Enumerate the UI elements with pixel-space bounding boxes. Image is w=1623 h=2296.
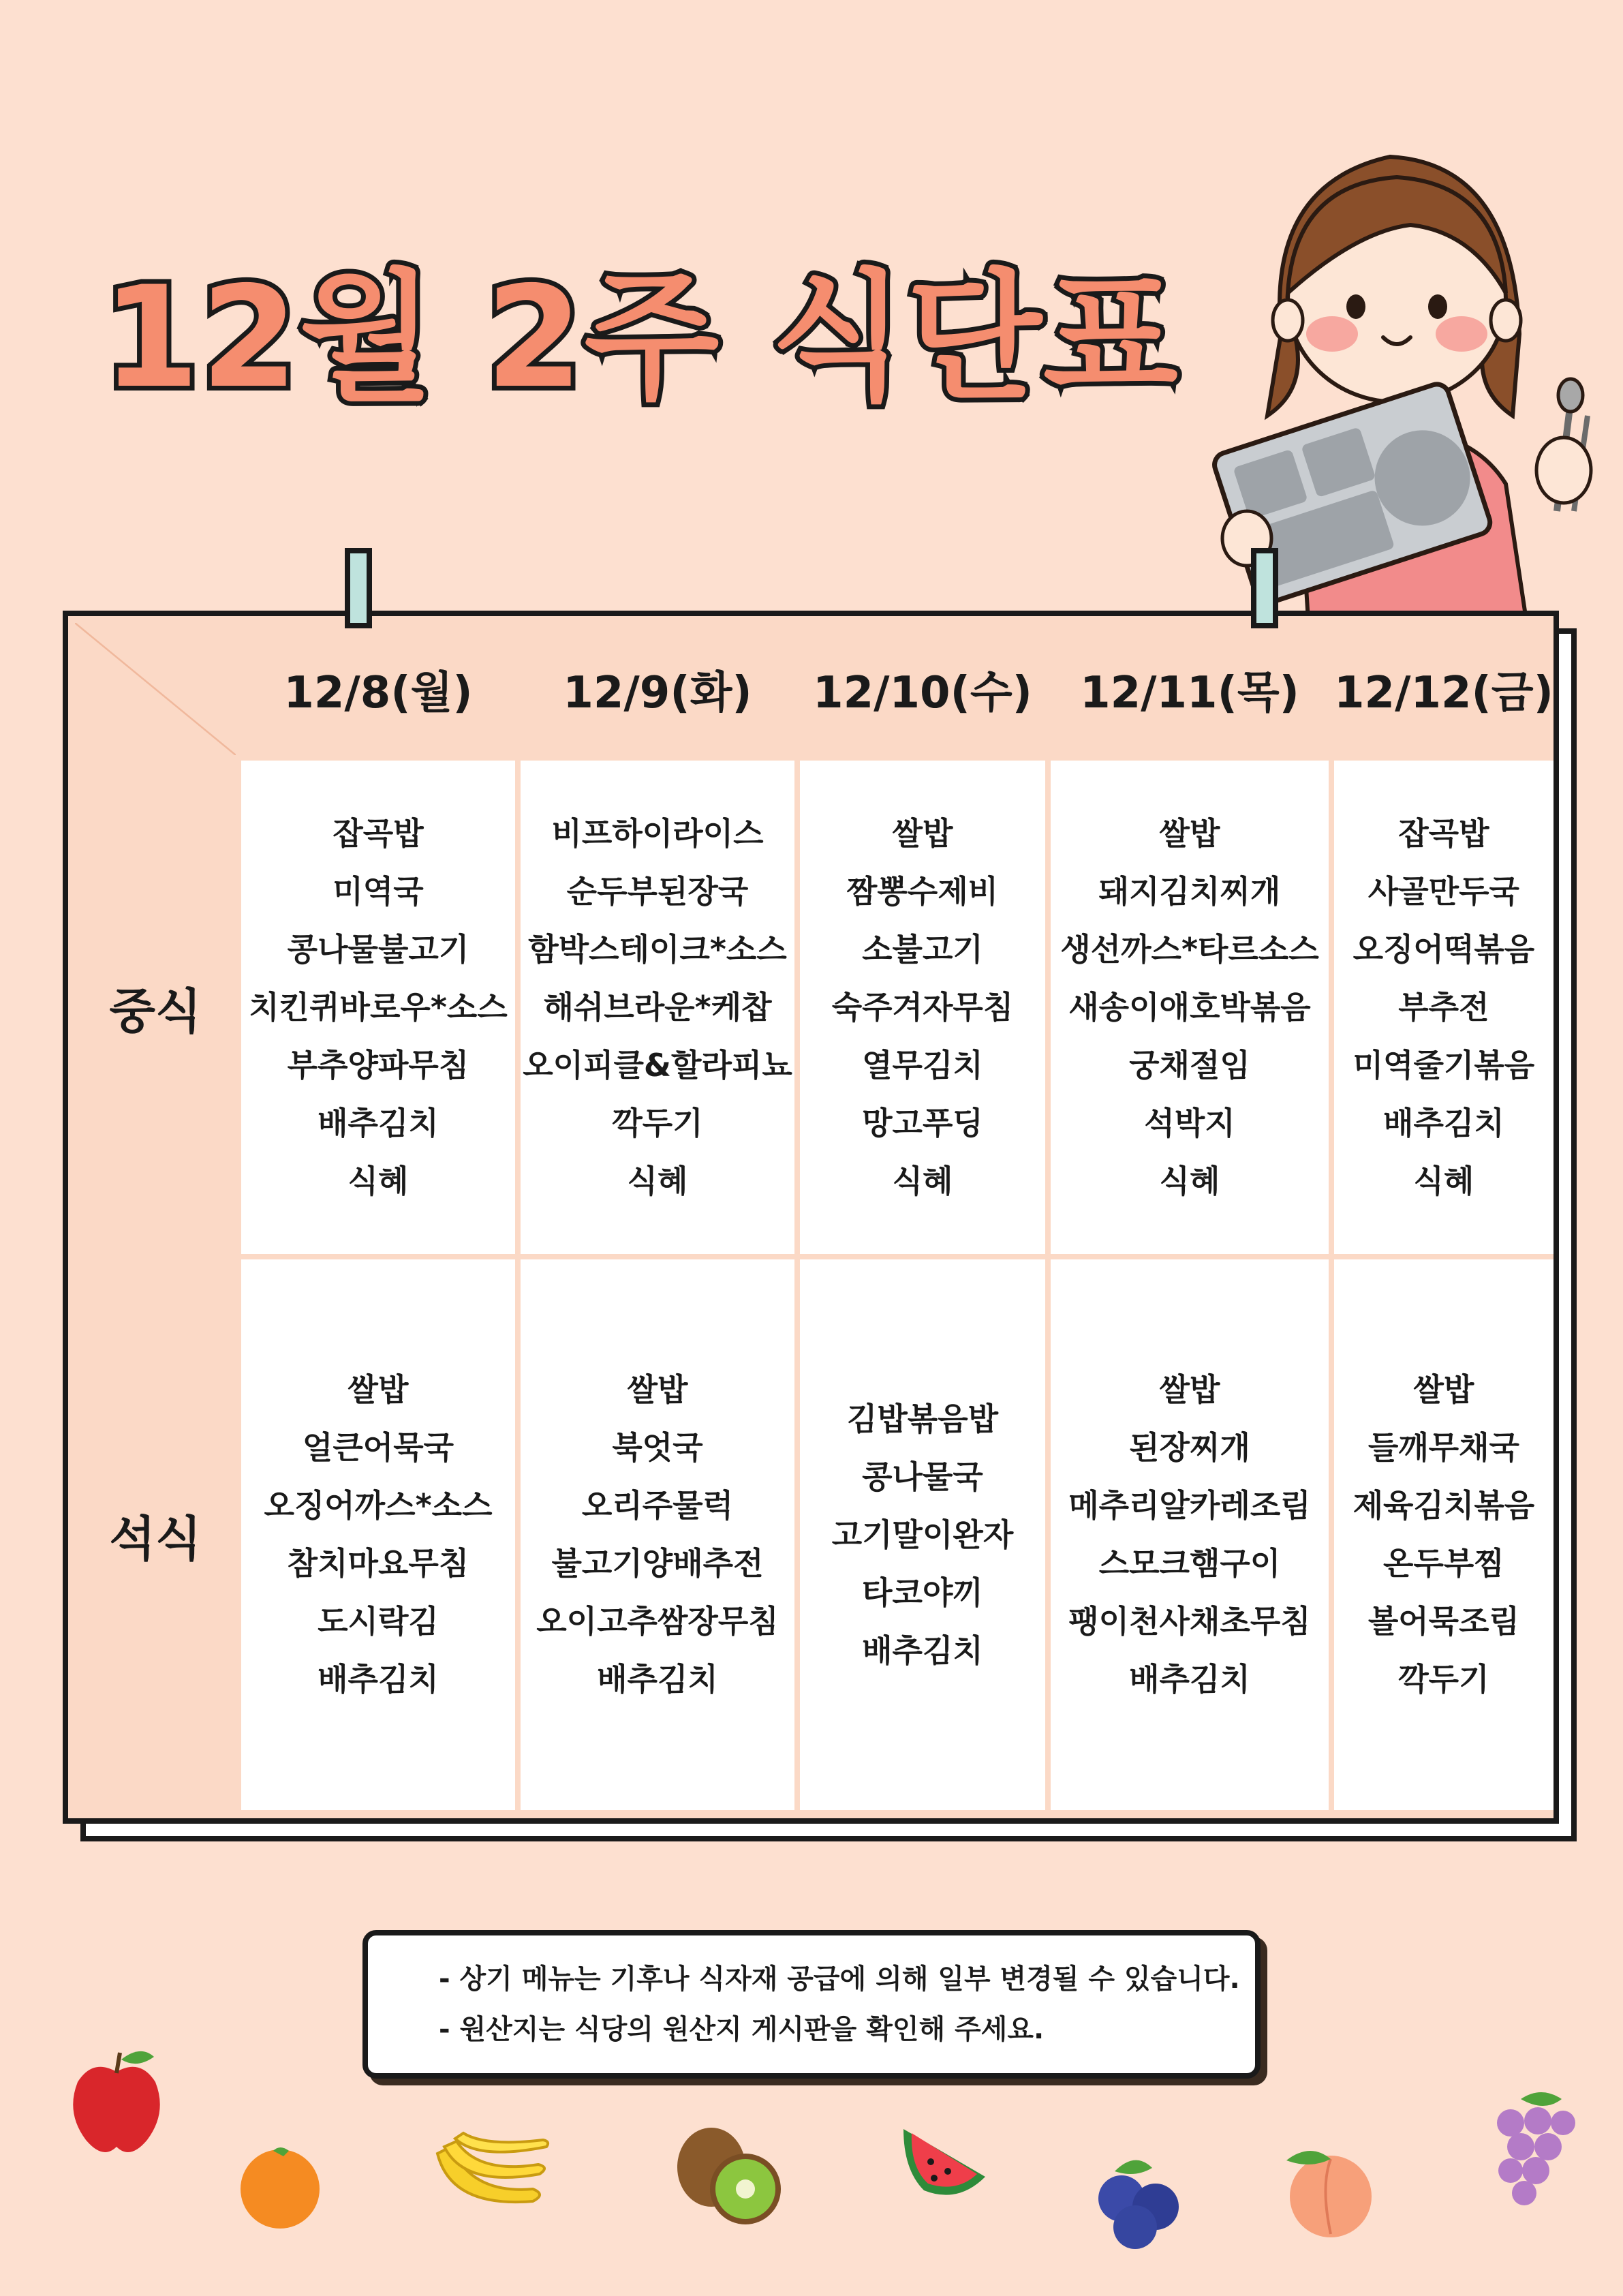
dish: 제육김치볶음 bbox=[1352, 1487, 1535, 1524]
dish: 식혜 bbox=[1413, 1162, 1474, 1199]
dish-list bbox=[832, 805, 1014, 1210]
menu-grid bbox=[68, 616, 1554, 1818]
dish: 오징어떡볶음 bbox=[1352, 930, 1535, 968]
dish: 팽이천사채초무침 bbox=[1068, 1603, 1311, 1640]
dish: 들깨무채국 bbox=[1367, 1429, 1519, 1466]
banana-icon bbox=[431, 2126, 553, 2222]
dish: 순두부된장국 bbox=[566, 872, 749, 910]
dish: 쌀밥 bbox=[627, 1371, 688, 1408]
dish-list bbox=[536, 1361, 779, 1709]
watermelon-icon bbox=[897, 2109, 992, 2204]
dish: 잡곡밥 bbox=[1398, 814, 1489, 852]
notice-line: - 원산지는 식당의 원산지 게시판을 확인해 주세요. bbox=[439, 2014, 1045, 2045]
corner-cell bbox=[75, 623, 236, 755]
dish-list bbox=[1353, 805, 1535, 1210]
dish: 쌀밥 bbox=[347, 1371, 409, 1408]
dish: 소불고기 bbox=[862, 930, 983, 968]
dish: 잡곡밥 bbox=[333, 814, 424, 852]
notice-line: - 상기 메뉴는 기후나 식자재 공급에 의해 일부 변경될 수 있습니다. bbox=[439, 1963, 1240, 1995]
dish: 식혜 bbox=[892, 1162, 953, 1199]
dish: 숙주겨자무침 bbox=[831, 988, 1014, 1026]
menu-cell bbox=[800, 1259, 1045, 1810]
dish: 짬뽕수제비 bbox=[846, 872, 999, 910]
dish-list bbox=[249, 805, 508, 1210]
dish: 부추전 bbox=[1398, 988, 1489, 1026]
menu-cell bbox=[241, 761, 515, 1254]
dish: 사골만두국 bbox=[1367, 872, 1519, 910]
dish: 된장찌개 bbox=[1129, 1429, 1250, 1466]
day-header: 12/11(목) bbox=[1051, 623, 1329, 755]
menu-cell bbox=[1334, 1259, 1554, 1810]
dish: 쌀밥 bbox=[1413, 1371, 1474, 1408]
menu-cell bbox=[521, 1259, 794, 1810]
dish: 배추김치 bbox=[318, 1104, 439, 1142]
menu-cell bbox=[241, 1259, 515, 1810]
blueberry-icon bbox=[1087, 2151, 1190, 2253]
dish: 볼어묵조림 bbox=[1367, 1603, 1519, 1640]
dish: 배추김치 bbox=[318, 1661, 439, 1698]
dish: 치킨퀴바로우*소스 bbox=[249, 988, 508, 1026]
dish: 콩나물국 bbox=[862, 1458, 983, 1495]
meal-label-lunch: 중식 bbox=[75, 761, 236, 1254]
dish: 함박스테이크*소스 bbox=[528, 930, 787, 968]
dish: 고기말이완자 bbox=[831, 1516, 1014, 1553]
dish: 스모크햄구이 bbox=[1098, 1545, 1281, 1582]
dish: 쌀밥 bbox=[1159, 814, 1220, 852]
dish: 배추김치 bbox=[862, 1632, 983, 1669]
dish: 참치마요무침 bbox=[287, 1545, 469, 1582]
dish: 오이피클&할라피뇨 bbox=[523, 1046, 792, 1084]
dish: 콩나물불고기 bbox=[287, 930, 469, 968]
day-header: 12/10(수) bbox=[800, 623, 1045, 755]
dish: 돼지김치찌개 bbox=[1098, 872, 1281, 910]
dish: 새송이애호박볶음 bbox=[1068, 988, 1311, 1026]
dish: 비프하이라이스 bbox=[551, 814, 764, 852]
dish: 식혜 bbox=[347, 1162, 409, 1199]
dish: 메추리알카레조림 bbox=[1068, 1487, 1311, 1524]
dish: 깍두기 bbox=[1398, 1661, 1489, 1698]
dish: 배추김치 bbox=[597, 1661, 718, 1698]
dish: 식혜 bbox=[627, 1162, 688, 1199]
menu-cell bbox=[1051, 761, 1329, 1254]
meal-label-dinner: 석식 bbox=[75, 1259, 236, 1810]
dish: 미역줄기볶음 bbox=[1352, 1046, 1535, 1084]
menu-cell bbox=[521, 761, 794, 1254]
notice-box bbox=[362, 1930, 1261, 2079]
left-pin bbox=[345, 548, 372, 628]
dish-list bbox=[1068, 1361, 1311, 1709]
page-title: 12월 2주 식단표 bbox=[102, 257, 1179, 419]
menu-cell bbox=[1051, 1259, 1329, 1810]
right-pin bbox=[1251, 548, 1278, 628]
dish: 부추양파무침 bbox=[287, 1046, 469, 1084]
girl-with-tray-illustration bbox=[1186, 129, 1608, 620]
dish-list bbox=[832, 1390, 1014, 1680]
day-header: 12/9(화) bbox=[521, 623, 794, 755]
dish: 열무김치 bbox=[862, 1046, 983, 1084]
peach-icon bbox=[1273, 2139, 1382, 2241]
dish: 북엇국 bbox=[612, 1429, 703, 1466]
dish: 온두부찜 bbox=[1383, 1545, 1504, 1582]
menu-cell bbox=[800, 761, 1045, 1254]
day-header: 12/8(월) bbox=[241, 623, 515, 755]
dish-list bbox=[523, 805, 792, 1210]
menu-cell bbox=[1334, 761, 1554, 1254]
dish: 배추김치 bbox=[1383, 1104, 1504, 1142]
dish: 해쉬브라운*케찹 bbox=[543, 988, 772, 1026]
dish: 쌀밥 bbox=[1159, 1371, 1220, 1408]
kiwi-icon bbox=[670, 2126, 786, 2229]
dish-list bbox=[264, 1361, 492, 1709]
dish: 김밥볶음밥 bbox=[846, 1400, 999, 1437]
menu-board bbox=[63, 611, 1559, 1824]
apple-icon bbox=[65, 2045, 168, 2160]
dish: 타코야끼 bbox=[862, 1574, 983, 1611]
dish: 미역국 bbox=[333, 872, 424, 910]
dish: 석박지 bbox=[1144, 1104, 1235, 1142]
day-header: 12/12(금) bbox=[1334, 623, 1554, 755]
dish: 깍두기 bbox=[612, 1104, 703, 1142]
dish: 식혜 bbox=[1159, 1162, 1220, 1199]
grape-icon bbox=[1480, 2085, 1582, 2208]
dish-list bbox=[1060, 805, 1319, 1210]
orange-icon bbox=[236, 2140, 324, 2232]
dish-list bbox=[1353, 1361, 1535, 1709]
dish: 불고기양배추전 bbox=[551, 1545, 764, 1582]
dish: 오리주물럭 bbox=[581, 1487, 734, 1524]
dish: 얼큰어묵국 bbox=[302, 1429, 454, 1466]
dish: 오징어까스*소스 bbox=[264, 1487, 493, 1524]
dish: 쌀밥 bbox=[892, 814, 953, 852]
dish: 궁채절임 bbox=[1129, 1046, 1250, 1084]
dish: 도시락김 bbox=[318, 1603, 439, 1640]
dish: 망고푸딩 bbox=[862, 1104, 983, 1142]
dish: 생선까스*타르소스 bbox=[1060, 930, 1319, 968]
dish: 배추김치 bbox=[1129, 1661, 1250, 1698]
dish: 오이고추쌈장무침 bbox=[536, 1603, 779, 1640]
